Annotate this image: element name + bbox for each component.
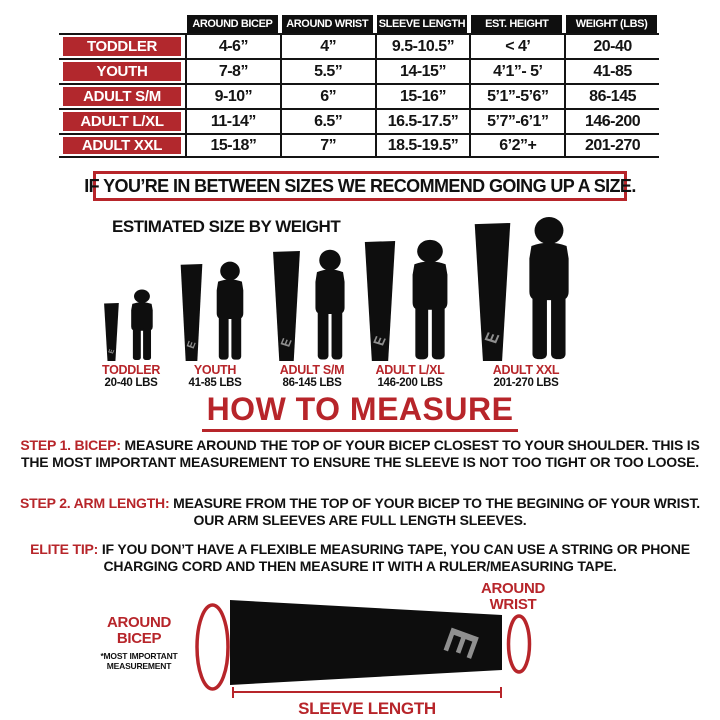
table-cell: 4-6”: [185, 35, 280, 58]
brand-e-logo: E: [107, 348, 117, 355]
person-silhouette-icon: [307, 249, 353, 361]
around-bicep-ellipse: [194, 602, 231, 692]
table-cell: 5’1”-5’6”: [469, 85, 564, 108]
table-cell: 9.5-10.5”: [375, 35, 470, 58]
table-row-adult-lxl: [59, 108, 659, 133]
column-header-around-wrist: AROUND WRIST: [282, 15, 373, 33]
weight-group-lbs-label: 201-270 LBS: [493, 377, 559, 390]
sleeve-silhouette-icon: [472, 223, 513, 361]
sleeve-length-label: SLEEVE LENGTH: [298, 699, 436, 718]
weight-group-adult-lxl: [363, 239, 458, 390]
step-text: MEASURE AROUND THE TOP OF YOUR BICEP CLOSEST TO YOUR SHOULDER. THIS IS THE MOST IMPORTANT MEASUREMENT TO ENSURE THE SLEEVE IS NOT TOO TIGHT OR TOO LOOSE.: [21, 437, 700, 470]
table-cell: 14-15”: [375, 60, 470, 83]
table-cell: 6”: [280, 85, 375, 108]
person-silhouette-icon: [125, 289, 159, 361]
around-bicep-label: AROUND BICEP: [106, 614, 172, 647]
table-cell: 9-10”: [185, 85, 280, 108]
row-label: ADULT S/M: [63, 87, 181, 106]
table-cell: 18.5-19.5”: [375, 135, 470, 156]
size-by-weight-figures: [0, 216, 720, 390]
weight-group-adult-xxl: [472, 216, 580, 390]
step-text: MEASURE FROM THE TOP OF YOUR BICEP TO THE BEGINING OF YOUR WRIST. OUR ARM SLEEVES ARE FULL LENGTH SLEEVES.: [173, 495, 700, 528]
step-1-bicep: [15, 437, 705, 470]
row-label: TODDLER: [63, 37, 181, 56]
person-silhouette-icon: [403, 239, 458, 361]
figures: [179, 261, 251, 361]
how-to-measure-heading: HOW TO MEASURE: [202, 391, 519, 432]
arm-sleeve-illustration: [230, 597, 502, 689]
brand-e-logo: E: [277, 336, 295, 349]
weight-group-adult-sm: [271, 249, 353, 390]
around-wrist-ellipse: [506, 613, 532, 675]
sleeve-length-measure-line: [232, 687, 502, 698]
table-cell: 41-85: [564, 60, 659, 83]
table-cell: 11-14”: [185, 110, 280, 133]
table-cell: 6.5”: [280, 110, 375, 133]
brand-e-logo: E: [184, 339, 199, 350]
figures: [472, 216, 580, 361]
figures: [103, 289, 159, 361]
table-cell: 4”: [280, 35, 375, 58]
row-label: YOUTH: [63, 62, 181, 81]
sleeve-silhouette-icon: [363, 241, 398, 361]
sleeve-silhouette-icon: [103, 303, 120, 361]
most-important-note: *MOST IMPORTANT MEASUREMENT: [100, 651, 178, 671]
table-cell: 201-270: [564, 135, 659, 156]
brand-e-logo: E: [369, 333, 390, 347]
step-2-arm-length: [15, 495, 705, 528]
table-cell: 16.5-17.5”: [375, 110, 470, 133]
column-header-weight: WEIGHT (LBS): [566, 15, 657, 33]
around-wrist-label: AROUND WRIST: [480, 580, 546, 613]
table-cell: 6’2”+: [469, 135, 564, 156]
weight-group-size-label: TODDLER: [101, 362, 161, 377]
weight-group-lbs-label: 146-200 LBS: [377, 377, 443, 390]
step-lead: STEP 2. ARM LENGTH:: [20, 495, 170, 511]
table-row-adult-xxl: [59, 133, 659, 158]
sleeve-silhouette-icon: [271, 251, 302, 361]
table-cell: 7-8”: [185, 60, 280, 83]
size-table-header-row: [59, 15, 659, 33]
step-lead: STEP 1. BICEP:: [20, 437, 121, 453]
step-text: IF YOU DON’T HAVE A FLEXIBLE MEASURING TAPE, YOU CAN USE A STRING OR PHONE CHARGING CORD AND THEN MEASURE IT WITH A RULER/MEASURING TAPE.: [101, 541, 690, 574]
table-cell: 15-18”: [185, 135, 280, 156]
weight-group-size-label: ADULT L/XL: [375, 362, 445, 377]
table-row-adult-sm: [59, 83, 659, 108]
between-sizes-note: IF YOU’RE IN BETWEEN SIZES WE RECOMMEND GOING UP A SIZE.: [93, 171, 627, 201]
row-label: ADULT XXL: [63, 137, 181, 154]
table-cell: 86-145: [564, 85, 659, 108]
how-to-measure-section: [0, 391, 720, 432]
table-cell: 15-16”: [375, 85, 470, 108]
sleeve-silhouette-icon: [179, 264, 204, 361]
table-row-toddler: [59, 33, 659, 58]
weight-group-size-label: YOUTH: [193, 362, 237, 377]
table-cell: 5.5”: [280, 60, 375, 83]
table-cell: 20-40: [564, 35, 659, 58]
weight-group-lbs-label: 20-40 LBS: [104, 377, 158, 390]
figures: [271, 249, 353, 361]
elite-tip: [15, 541, 705, 574]
person-silhouette-icon: [209, 261, 251, 361]
weight-group-size-label: ADULT S/M: [279, 362, 345, 377]
table-row-youth: [59, 58, 659, 83]
table-cell: 4’1”- 5’: [469, 60, 564, 83]
figures: [363, 239, 458, 361]
column-header-around-bicep: AROUND BICEP: [187, 15, 278, 33]
weight-group-lbs-label: 41-85 LBS: [188, 377, 242, 390]
brand-e-logo: E: [481, 330, 504, 346]
weight-group-lbs-label: 86-145 LBS: [282, 377, 342, 390]
step-lead: ELITE TIP:: [30, 541, 99, 557]
weight-group-size-label: ADULT XXL: [492, 362, 560, 377]
brand-e-logo: E: [434, 621, 489, 665]
weight-group-toddler: [102, 289, 160, 390]
person-silhouette-icon: [518, 216, 580, 361]
table-cell: 146-200: [564, 110, 659, 133]
table-cell: < 4’: [469, 35, 564, 58]
row-label: ADULT L/XL: [63, 112, 181, 131]
column-header-sleeve-length: SLEEVE LENGTH: [377, 15, 468, 33]
table-cell: 7”: [280, 135, 375, 156]
size-by-weight-heading: ESTIMATED SIZE BY WEIGHT: [112, 217, 341, 236]
table-cell: 5’7”-6’1”: [469, 110, 564, 133]
measuring-diagram: [0, 575, 720, 720]
column-header-est-height: EST. HEIGHT: [471, 15, 562, 33]
weight-group-youth: [179, 261, 251, 390]
size-table: [59, 15, 659, 158]
corner-cell: [59, 15, 185, 33]
